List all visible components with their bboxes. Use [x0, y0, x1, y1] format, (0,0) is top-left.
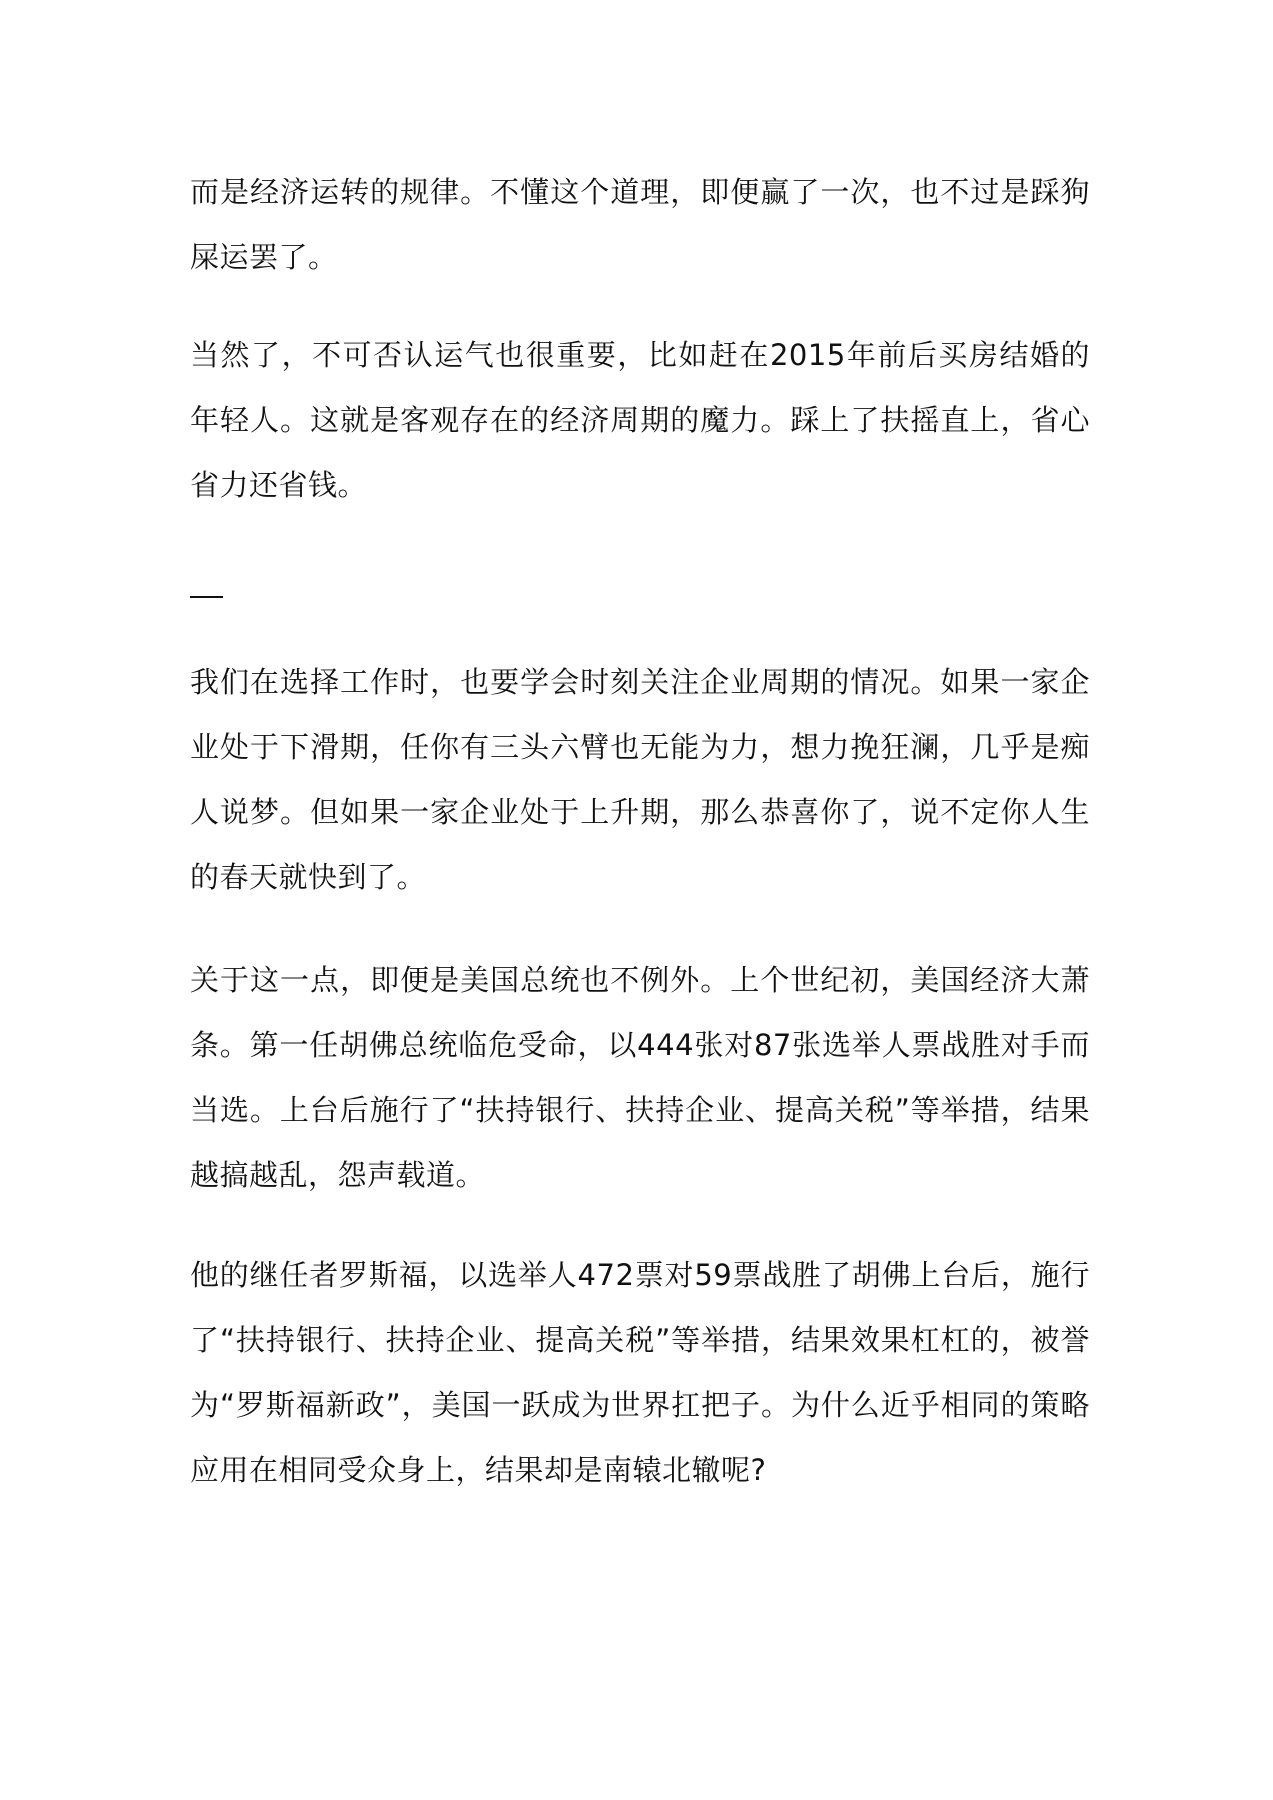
paragraph-roosevelt: 他的继任者罗斯福，以选举人472票对59票战胜了胡佛上台后，施行了“扶持银行、扶持企业、提高关税”等举措，结果效果杠杠的，被誉为“罗斯福新政”，美国一跃成为世界扛把子。为什么近乎相同的策略应用在相同受众身上，结果却是南辕北辙呢?	[190, 1258, 1090, 1487]
paragraph-economic-law: 而是经济运转的规律。不懂这个道理，即便赢了一次，也不过是踩狗屎运罢了。	[190, 175, 1090, 274]
paragraph-luck-2015: 当然了，不可否认运气也很重要，比如赶在2015年前后买房结婚的年轻人。这就是客观存在的经济周期的魔力。踩上了扶摇直上，省心省力还省钱。	[190, 338, 1090, 502]
section-divider	[190, 596, 223, 598]
paragraph-company-cycle: 我们在选择工作时，也要学会时刻关注企业周期的情况。如果一家企业处于下滑期，任你有三头六臂也无能为力，想力挽狂澜，几乎是痴人说梦。但如果一家企业处于上升期，那么恭喜你了，说不定你人生的春天就快到了。	[190, 665, 1090, 894]
paragraph-hoover: 关于这一点，即便是美国总统也不例外。上个世纪初，美国经济大萧条。第一任胡佛总统临危受命，以444张对87张选举人票战胜对手而当选。上台后施行了“扶持银行、扶持企业、提高关税”等举措，结果越搞越乱，怨声载道。	[190, 963, 1090, 1192]
